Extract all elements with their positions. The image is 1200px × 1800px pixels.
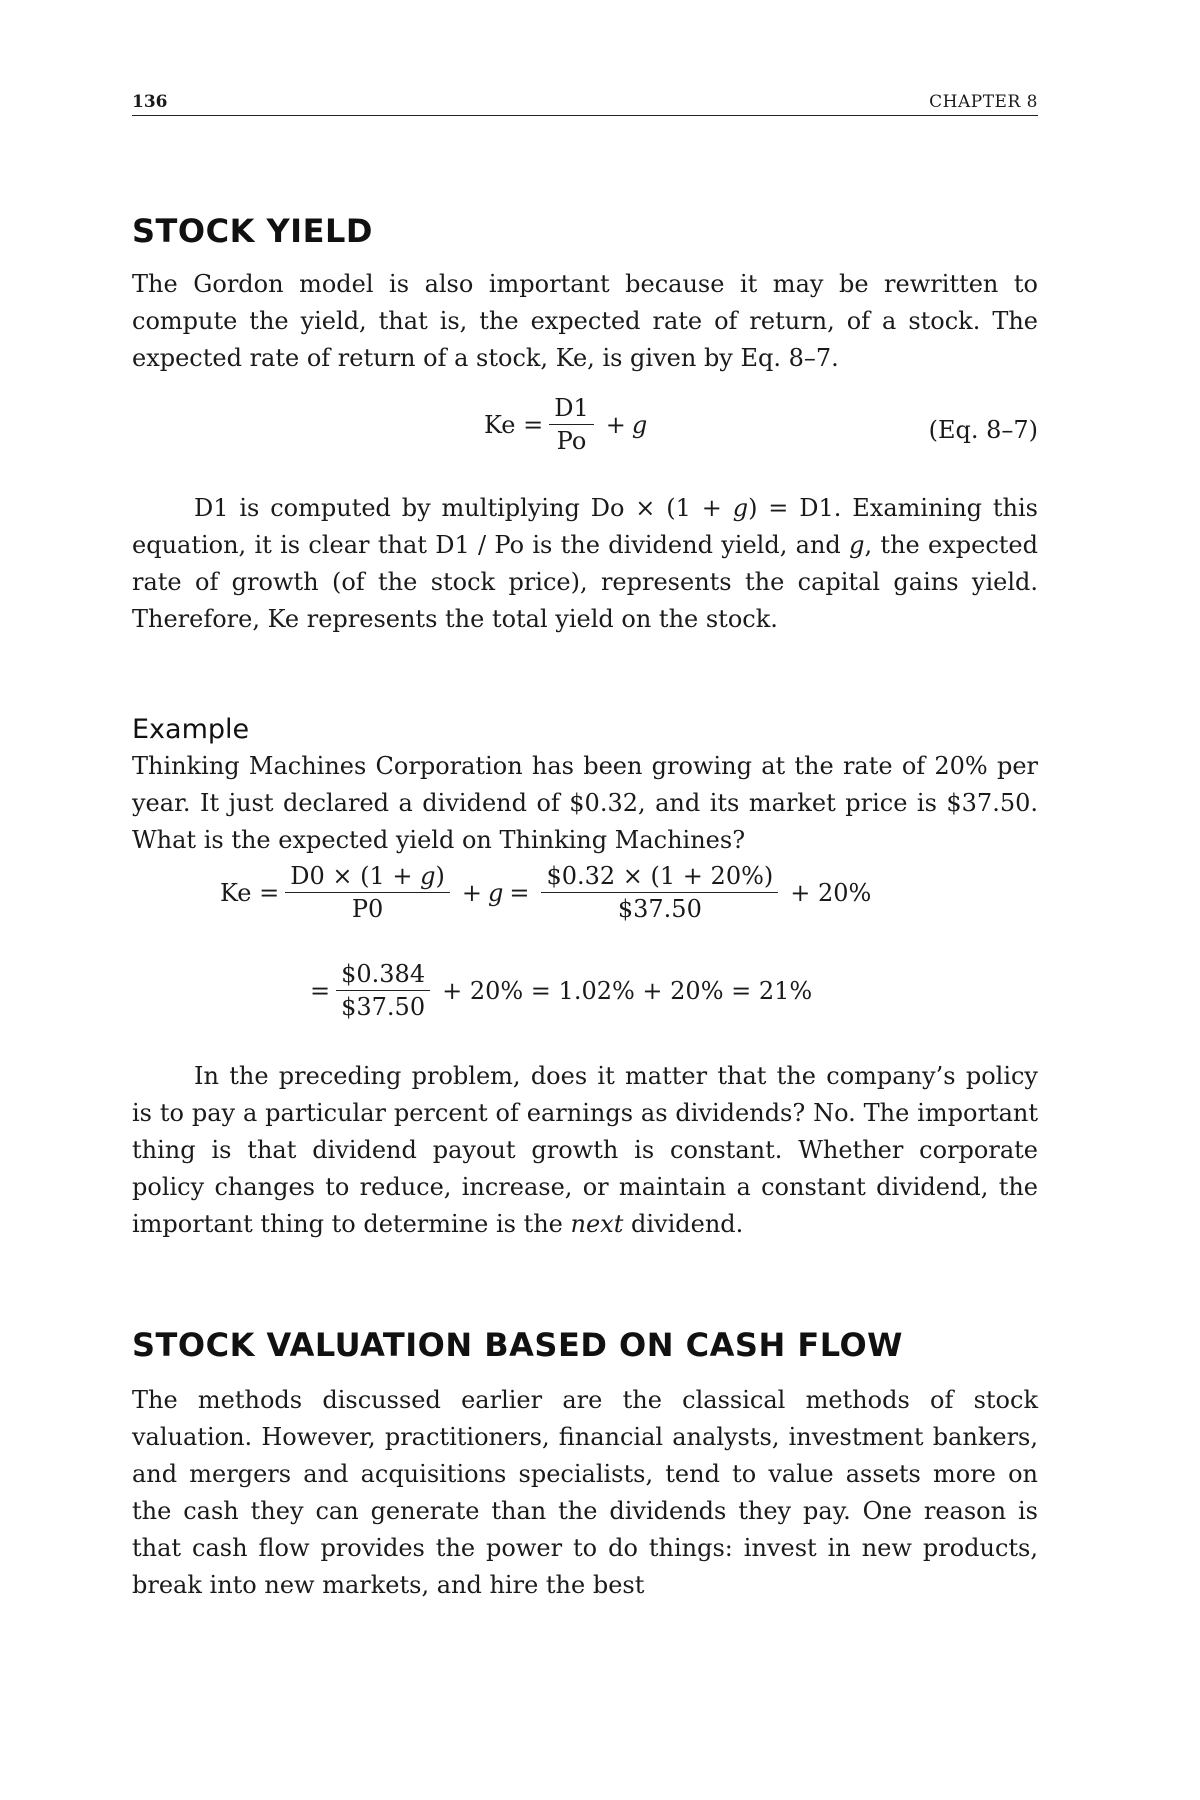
section-heading-cash-flow: STOCK VALUATION BASED ON CASH FLOW [132,1326,903,1364]
eq3-fraction [336,960,430,1021]
paragraph-d1-computation [132,490,1038,638]
para3-emphasis: next [570,1210,624,1238]
eq2-equals: = [509,878,530,907]
eq1-lhs: Ke = [484,410,544,439]
eq2-numerator-1 [285,862,450,893]
example-equation-line1 [220,862,877,923]
eq2-fraction-1 [285,862,450,923]
eq2-denominator-2: $37.50 [617,895,702,923]
para2-g1: g [732,494,749,522]
eq2-num1-g: g [420,862,436,890]
example-paragraph: Thinking Machines Corporation has been growing at the rate of 20% per year. It just declared a dividend of $0.32, and its market price is $37.50. What is the expected yield on Thinking Machines? [132,752,1038,854]
para2-text-a: D1 is computed by multiplying Do × (1 + [194,494,733,522]
para3-text-a: In the preceding problem, does it matter that the company’s policy is to pay a particular percent of earnings as dividends? No. The important thing is that dividend payout growth is constant. Whether corporate policy changes to reduce, increase, or maintain a constant dividend, the important thing to determine is the [132,1062,1038,1238]
page-number: 136 [132,92,168,112]
eq1-plus: + [605,410,626,439]
eq3-equals: = [310,976,331,1005]
para2-g2: g [849,531,865,559]
paragraph-cash-flow: The methods discussed earlier are the classical methods of stock valuation. However, practitioners, financial analysts, investment bankers, and mergers and acquisitions specialists, tend to value assets more on the cash they can generate than the dividends they pay. One reason is that cash flow provides the power to do things: invest in new products, break into new markets, and hire the best [132,1386,1038,1599]
eq2-num1-a: D0 × (1 + [290,862,421,890]
eq3-tail: + 20% = 1.02% + 20% = 21% [442,976,813,1005]
eq3-denominator: $37.50 [341,993,426,1021]
para3-text-b: dividend. [623,1210,744,1238]
eq1-g: g [631,410,648,439]
eq2-numerator-2: $0.32 × (1 + 20%) [541,862,778,893]
running-header [132,86,1038,116]
section-heading-stock-yield: STOCK YIELD [132,212,373,250]
eq1-fraction [549,394,594,455]
example-heading: Example [132,714,250,745]
paragraph-preceding-problem [132,1058,1038,1243]
equation-label: (Eq. 8–7) [928,416,1038,444]
eq3-numerator: $0.384 [336,960,430,991]
example-equation-line2 [310,960,818,1021]
eq2-lhs: Ke = [220,878,280,907]
para2-text-b: ) = D1. Examining this equation, it is clear that D1 / Po is the dividend yield, and [132,494,1038,559]
equation-8-7 [484,394,647,455]
eq2-tail: + 20% [790,878,872,907]
chapter-label: CHAPTER 8 [929,92,1038,112]
eq1-denominator: Po [556,427,587,455]
eq1-numerator: D1 [549,394,594,425]
eq2-g: g [487,878,504,907]
paragraph-gordon-model: The Gordon model is also important because it may be rewritten to compute the yield, that is, the expected rate of return, of a stock. The expected rate of return of a stock, Ke, is given by Eq. 8–7. [132,270,1038,372]
eq2-fraction-2 [541,862,778,923]
eq2-num1-b: ) [435,862,445,890]
para2-text-c: , the expected rate of growth (of the stock price), represents the capital gains yield. Therefore, Ke represents the total yield on the stock. [132,531,1038,633]
eq2-plus: + [461,878,482,907]
eq2-denominator-1: P0 [351,895,384,923]
